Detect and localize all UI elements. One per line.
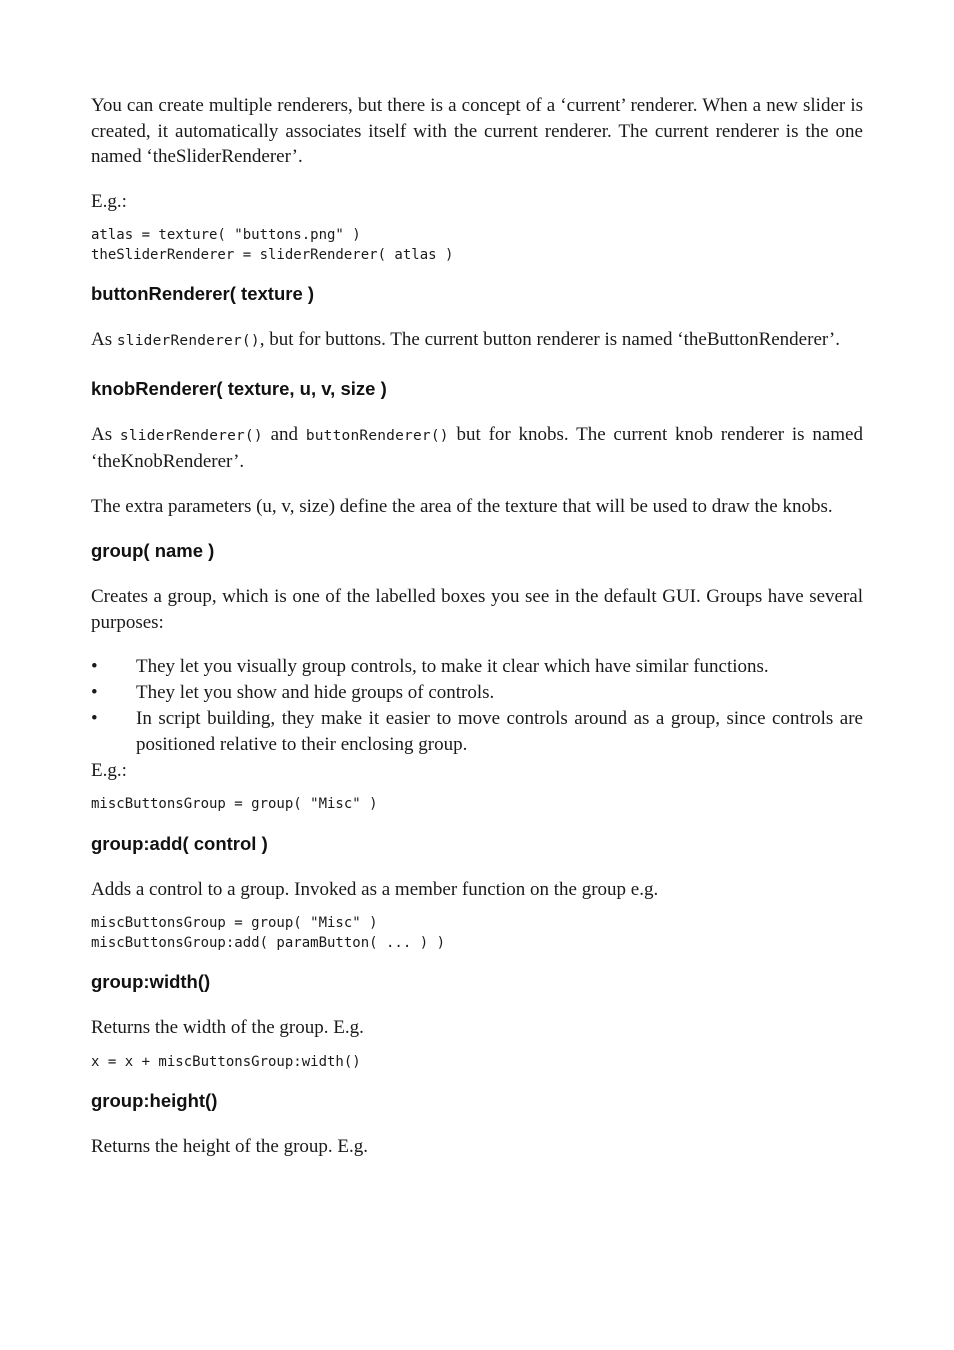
list-item-text: They let you visually group controls, to make it clear which have similar functions. [136, 656, 769, 677]
code-block-group [91, 795, 863, 815]
bullet-icon: • [91, 656, 98, 677]
code-line: x = x + miscButtonsGroup:width() [91, 1053, 361, 1070]
knob-parameters-paragraph: The extra parameters (u, v, size) define the area of the texture that will be used to draw the knobs. [91, 495, 833, 517]
text-run: As [91, 329, 117, 350]
group-purposes-list [91, 654, 863, 757]
list-item-text: They let you show and hide groups of controls. [136, 682, 495, 703]
code-block-group-width [91, 1053, 863, 1073]
code-line: miscButtonsGroup = group( "Misc" ) [91, 915, 378, 931]
code-line: atlas = texture( "buttons.png" ) [91, 227, 361, 243]
bullet-icon: • [91, 682, 98, 703]
button-renderer-paragraph [91, 327, 863, 355]
list-item [91, 654, 863, 680]
inline-code: sliderRenderer() [119, 427, 263, 444]
heading-group-add: group:add( control ) [91, 832, 268, 854]
example-label: E.g.: [91, 759, 127, 781]
list-item [91, 706, 863, 757]
heading-group-height: group:height() [91, 1090, 218, 1111]
heading-button-renderer: buttonRenderer( texture ) [91, 283, 315, 304]
inline-code: buttonRenderer() [305, 427, 449, 444]
list-item-text: In script building, they make it easier to move controls around as a group, since controls are positioned relative to their enclosing group. [136, 708, 863, 755]
group-height-paragraph: Returns the height of the group. E.g. [91, 1136, 369, 1157]
text-run: , but for buttons. The current button renderer is named ‘theButtonRenderer’. [259, 329, 840, 350]
intro-paragraph: You can create multiple renderers, but there is a concept of a ‘current’ renderer. When a new slider is created, it automatically associates itself with the current renderer. The current renderer is the one named ‘theSliderRenderer’. [91, 95, 863, 167]
heading-knob-renderer: knobRenderer( texture, u, v, size ) [91, 377, 387, 399]
knob-renderer-paragraph [91, 422, 863, 475]
document-page [91, 93, 863, 1179]
inline-code: sliderRenderer() [116, 333, 260, 349]
group-add-paragraph: Adds a control to a group. Invoked as a member function on the group e.g. [91, 878, 659, 900]
text-run: but for knobs. The current knob renderer is named ‘theKnobRenderer’. [91, 423, 863, 472]
heading-group-width: group:width() [91, 971, 211, 992]
code-block-group-add [91, 914, 863, 953]
list-item [91, 680, 863, 706]
code-line: theSliderRenderer = sliderRenderer( atlas ) [91, 246, 454, 263]
text-run: As [91, 423, 120, 445]
group-width-paragraph: Returns the width of the group. E.g. [91, 1017, 364, 1038]
code-line: miscButtonsGroup:add( paramButton( ... ) ) [91, 934, 446, 951]
group-paragraph: Creates a group, which is one of the labelled boxes you see in the default GUI. Groups have several purposes: [91, 586, 863, 633]
code-block-renderers [91, 226, 863, 265]
heading-group: group( name ) [91, 540, 215, 561]
example-label: E.g.: [91, 190, 127, 212]
code-line: miscButtonsGroup = group( "Misc" ) [91, 796, 378, 812]
bullet-icon: • [91, 708, 98, 729]
text-run: and [262, 423, 306, 445]
